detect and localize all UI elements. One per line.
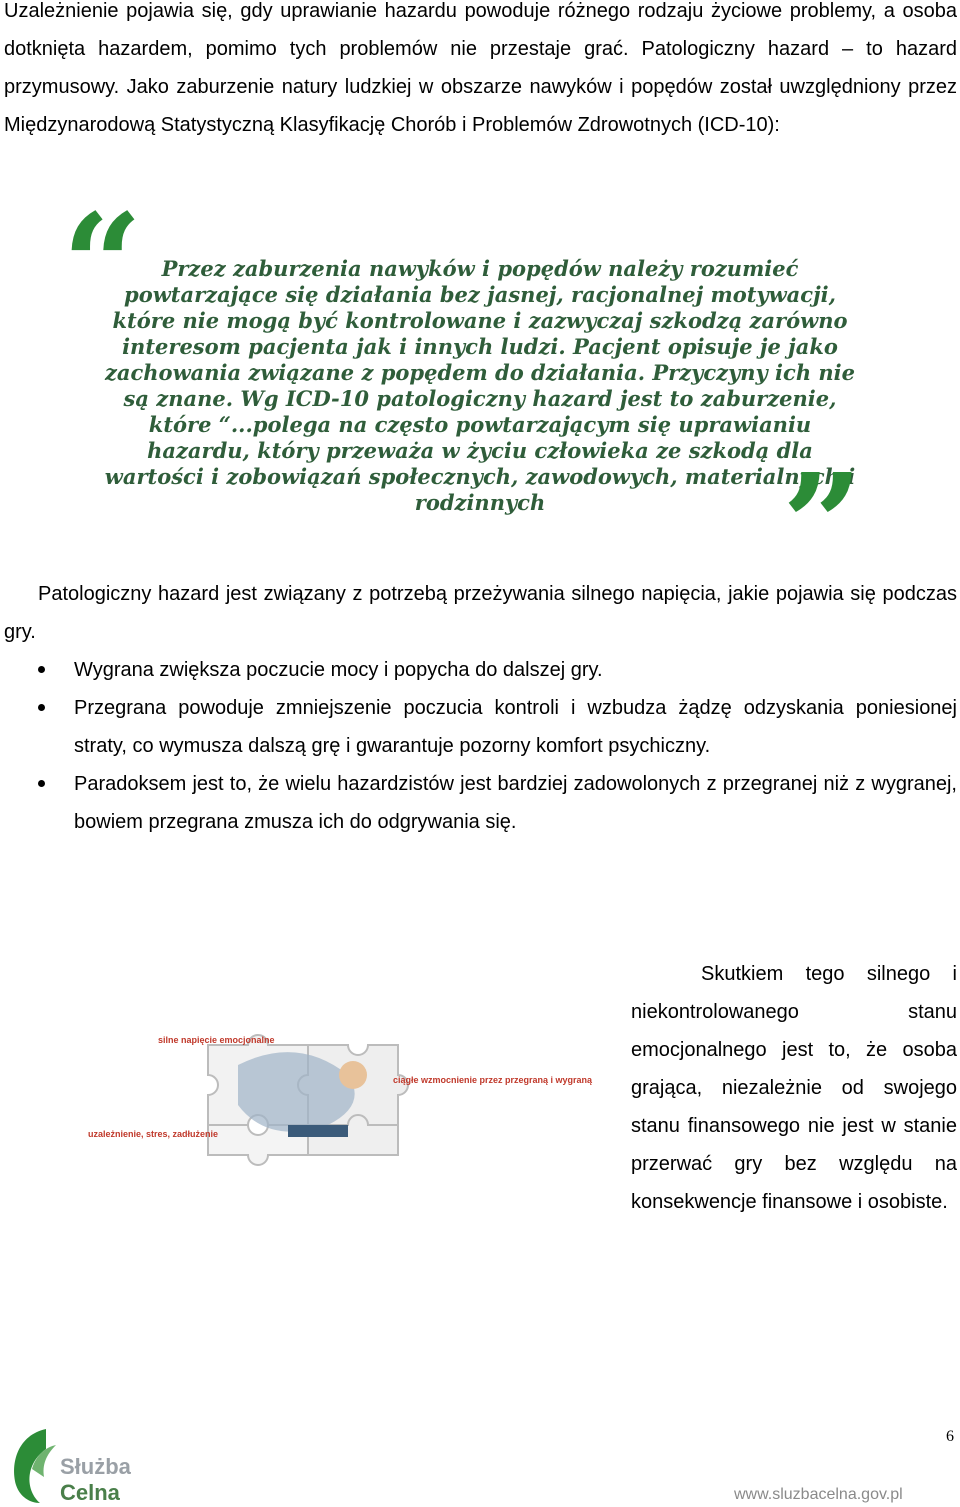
bullet-icon	[38, 780, 45, 787]
illustration-label-consequences: uzależnienie, stres, zadłużenie	[88, 1129, 219, 1139]
pathological-gambling-paragraph: Patologiczny hazard jest związany z potrzebą przeżywania silnego napięcia, jakie pojawia się podczas gry.	[4, 583, 957, 643]
effects-list	[0, 651, 957, 841]
puzzle-pieces	[208, 1035, 408, 1165]
consequences-rest: niekontrolowanego stanu emocjonalnego jest to, że osoba grająca, niezależnie od swojego stanu finansowego nie jest w stanie przerwać gry bez względu na konsekwencje finansowe i osobiste.	[631, 1001, 957, 1213]
logo-text-celna: Celna	[60, 1480, 120, 1505]
list-item	[0, 689, 957, 765]
intro-paragraph: Uzależnienie pojawia się, gdy uprawianie hazardu powoduje różnego rodzaju życiowe problemy, a osoba dotknięta hazardem, pomimo tych problemów nie przestaje grać. Patologiczny hazard – to hazard przymusowy. Jako zaburzenie natury ludzkiej w obszarze nawyków i popędów został uwzględniony przez Międzynarodową Statystyczną Klasyfikację Chorób i Problemów Zdrowotnych (ICD-10):	[4, 0, 957, 136]
illustration-label-reinforcement: ciągłe wzmocnienie przez przegraną i wygraną	[393, 1075, 593, 1085]
consequences-paragraph	[631, 955, 957, 1221]
illustration-label-tension: silne napięcie emocjonalne	[158, 1035, 275, 1045]
bullet-icon	[38, 666, 45, 673]
list-item-text: Paradoksem jest to, że wielu hazardzistów jest bardziej zadowolonych z przegranej niż z wygranej, bowiem przegrana zmusza ich do odgrywania się.	[74, 773, 957, 833]
list-item-text: Przegrana powoduje zmniejszenie poczucia kontroli i wzbudza żądzę odzyskania poniesionej straty, co wymusza dalszą grę i gwarantuje pozorny komfort psychiczny.	[74, 697, 957, 757]
puzzle-illustration	[88, 1025, 593, 1175]
consequences-first-line: Skutkiem tego silnego i	[701, 963, 957, 985]
list-item	[0, 765, 957, 841]
open-quote-mark: “	[62, 184, 143, 348]
icd-quote-text: Przez zaburzenia nawyków i popędów należy rozumieć powtarzające się działania bez jasnej, racjonalnej motywacji, które nie mogą być kontrolowane i zazwyczaj szkodzą zarówno interesom pacjenta jak i innych ludzi. Pacjent opisuje je jako zachowania związane z popędem do działania. Przyczyny ich nie są znane. Wg ICD-10 patologiczny hazard jest to zaburzenie, które “...polega na często powtarzającym się uprawianiu hazardu, który przeważa w życiu człowieka ze szkodą dla wartości i zobowiązań społecznych, zawodowych, materialnych i rodzinnych	[104, 256, 856, 515]
list-item-text: Wygrana zwiększa poczucie mocy i popycha do dalszej gry.	[74, 659, 603, 681]
footer-url: www.sluzbacelna.gov.pl	[734, 1486, 903, 1503]
logo-text-sluzba: Służba	[60, 1454, 131, 1479]
close-quote-mark: ”	[782, 444, 863, 608]
bullet-icon	[38, 704, 45, 711]
quote-block	[60, 184, 880, 608]
page-number: 6	[946, 1428, 954, 1445]
list-item	[0, 651, 957, 689]
